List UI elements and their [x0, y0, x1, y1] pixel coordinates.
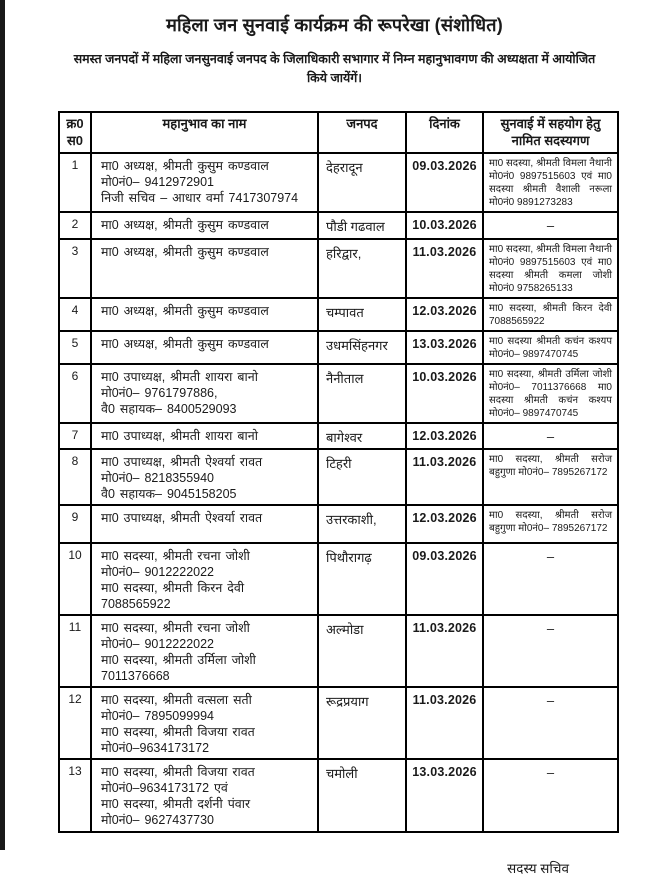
- table-row: [59, 423, 618, 449]
- district-name: चमोली: [318, 759, 406, 832]
- hearing-date: 12.03.2026: [406, 298, 483, 331]
- dignitary-name: मा0 उपाध्यक्ष, श्रीमती शायरा बानो मो0नं0– 9761797886, वै0 सहायक– 8400529093: [91, 364, 318, 423]
- row-serial-number: 1: [59, 153, 91, 212]
- hearing-date: 10.03.2026: [406, 212, 483, 239]
- district-name: नैनीताल: [318, 364, 406, 423]
- row-serial-number: 5: [59, 331, 91, 364]
- table-row: [59, 687, 618, 759]
- hearing-date: 10.03.2026: [406, 364, 483, 423]
- dignitary-name: मा0 सदस्या, श्रीमती विजया रावत मो0नं0–9634173172 एवं मा0 सदस्या, श्रीमती दर्शनी पंवार मो0नं0– 9627437730: [91, 759, 318, 832]
- row-serial-number: 4: [59, 298, 91, 331]
- hearing-schedule-table: [58, 111, 619, 833]
- dignitary-name: मा0 उपाध्यक्ष, श्रीमती ऐश्वर्या रावत मो0नं0– 8218355940 वै0 सहायक– 9045158205: [91, 449, 318, 505]
- dignitary-name: मा0 अध्यक्ष, श्रीमती कुसुम कण्डवाल: [91, 212, 318, 239]
- support-members: –: [483, 687, 618, 759]
- table-row: [59, 212, 618, 239]
- hearing-date: 11.03.2026: [406, 449, 483, 505]
- column-header-serial: [59, 112, 91, 153]
- column-header-district: जनपद: [318, 112, 406, 153]
- hearing-date: 11.03.2026: [406, 239, 483, 298]
- dignitary-name: मा0 सदस्या, श्रीमती वत्सला सती मो0नं0– 7895099994 मा0 सदस्या, श्रीमती विजया रावत मो0नं0–9634173172: [91, 687, 318, 759]
- support-members: मा0 सदस्या, श्रीमती उर्मिला जोशी मो0नं0– 7011376668 मा0 सदस्या श्रीमती कचंन कश्यप मो0नं0– 9897470745: [483, 364, 618, 423]
- table-row: [59, 759, 618, 832]
- district-name: रूद्रप्रयाग: [318, 687, 406, 759]
- table-header-row: [59, 112, 618, 153]
- hearing-date: 12.03.2026: [406, 505, 483, 543]
- support-members: –: [483, 543, 618, 615]
- hearing-date: 09.03.2026: [406, 153, 483, 212]
- table-row: [59, 505, 618, 543]
- dignitary-name: मा0 अध्यक्ष, श्रीमती कुसुम कण्डवाल: [91, 239, 318, 298]
- table-row: [59, 449, 618, 505]
- district-name: हरिद्वार,: [318, 239, 406, 298]
- district-name: देहरादून: [318, 153, 406, 212]
- dignitary-name: मा0 अध्यक्ष, श्रीमती कुसुम कण्डवाल: [91, 298, 318, 331]
- row-serial-number: 6: [59, 364, 91, 423]
- column-header-date: दिनांक: [406, 112, 483, 153]
- column-header-name: महानुभाव का नाम: [91, 112, 318, 153]
- row-serial-number: 8: [59, 449, 91, 505]
- hearing-date: 09.03.2026: [406, 543, 483, 615]
- dignitary-name: मा0 अध्यक्ष, श्रीमती कुसुम कण्डवाल: [91, 331, 318, 364]
- serial-header-line2: स0: [66, 132, 84, 148]
- row-serial-number: 9: [59, 505, 91, 543]
- row-serial-number: 2: [59, 212, 91, 239]
- document-subtitle: समस्त जनपदों में महिला जनसुनवाई जनपद के जिलाधिकारी सभागार में निम्न महानुभावगण की अध्यक्षता में आयोजित किये जायेंगें।: [73, 52, 596, 86]
- district-name: उधमसिंहनगर: [318, 331, 406, 364]
- support-members: मा0 सदस्या, श्रीमती विमला नैथानी मो0नं0 9897515603 एवं मा0 सदस्या श्रीमती वैशाली नरूला मो0नं0 9891273283: [483, 153, 618, 212]
- district-name: उत्तरकाशी,: [318, 505, 406, 543]
- table-body: [59, 153, 618, 832]
- hearing-date: 11.03.2026: [406, 615, 483, 687]
- table-row: [59, 153, 618, 212]
- table-row: [59, 364, 618, 423]
- support-members: मा0 सदस्या, श्रीमती सरोज बहुगुणा मो0नं0– 7895267172: [483, 449, 618, 505]
- table-row: [59, 331, 618, 364]
- support-members: मा0 सदस्या श्रीमती कचंन कश्यप मो0नं0– 9897470745: [483, 331, 618, 364]
- row-serial-number: 10: [59, 543, 91, 615]
- hearing-date: 13.03.2026: [406, 331, 483, 364]
- table-row: [59, 298, 618, 331]
- hearing-date: 12.03.2026: [406, 423, 483, 449]
- district-name: चम्पावत: [318, 298, 406, 331]
- row-serial-number: 3: [59, 239, 91, 298]
- district-name: टिहरी: [318, 449, 406, 505]
- support-members: –: [483, 212, 618, 239]
- hearing-date: 13.03.2026: [406, 759, 483, 832]
- district-name: पिथौरागढ़: [318, 543, 406, 615]
- support-members: –: [483, 615, 618, 687]
- row-serial-number: 7: [59, 423, 91, 449]
- support-members: मा0 सदस्या, श्रीमती विमला नैथानी मो0नं0 9897515603 एवं मा0 सदस्या श्रीमती कमला जोशी मो0नं0 9758265133: [483, 239, 618, 298]
- dignitary-name: मा0 उपाध्यक्ष, श्रीमती शायरा बानो: [91, 423, 318, 449]
- page-title: महिला जन सुनवाई कार्यक्रम की रूपरेखा (संशोधित): [166, 15, 503, 35]
- district-name: बागेश्वर: [318, 423, 406, 449]
- row-serial-number: 11: [59, 615, 91, 687]
- scan-edge-strip: [0, 0, 5, 850]
- hearing-date: 11.03.2026: [406, 687, 483, 759]
- support-members: –: [483, 759, 618, 832]
- signature-label: सदस्य सचिव: [507, 860, 569, 876]
- row-serial-number: 12: [59, 687, 91, 759]
- district-name: पौडी गढवाल: [318, 212, 406, 239]
- table-row: [59, 615, 618, 687]
- dignitary-name: मा0 अध्यक्ष, श्रीमती कुसुम कण्डवाल मो0नं0– 9412972901 निजी सचिव – आधार वर्मा 7417307974: [91, 153, 318, 212]
- support-members: मा0 सदस्या, श्रीमती किरन देवी 7088565922: [483, 298, 618, 331]
- serial-header-line1: क्र0: [66, 115, 84, 131]
- column-header-support: सुनवाई में सहयोग हेतु नामित सदस्यगण: [483, 112, 618, 153]
- table-row: [59, 239, 618, 298]
- dignitary-name: मा0 सदस्या, श्रीमती रचना जोशी मो0नं0– 9012222022 मा0 सदस्या, श्रीमती उर्मिला जोशी 7011376668: [91, 615, 318, 687]
- support-members: मा0 सदस्या, श्रीमती सरोज बहुगुणा मो0नं0– 7895267172: [483, 505, 618, 543]
- dignitary-name: मा0 उपाध्यक्ष, श्रीमती ऐश्वर्या रावत: [91, 505, 318, 543]
- row-serial-number: 13: [59, 759, 91, 832]
- table-row: [59, 543, 618, 615]
- district-name: अल्मोडा: [318, 615, 406, 687]
- dignitary-name: मा0 सदस्या, श्रीमती रचना जोशी मो0नं0– 9012222022 मा0 सदस्या, श्रीमती किरन देवी 7088565922: [91, 543, 318, 615]
- support-members: –: [483, 423, 618, 449]
